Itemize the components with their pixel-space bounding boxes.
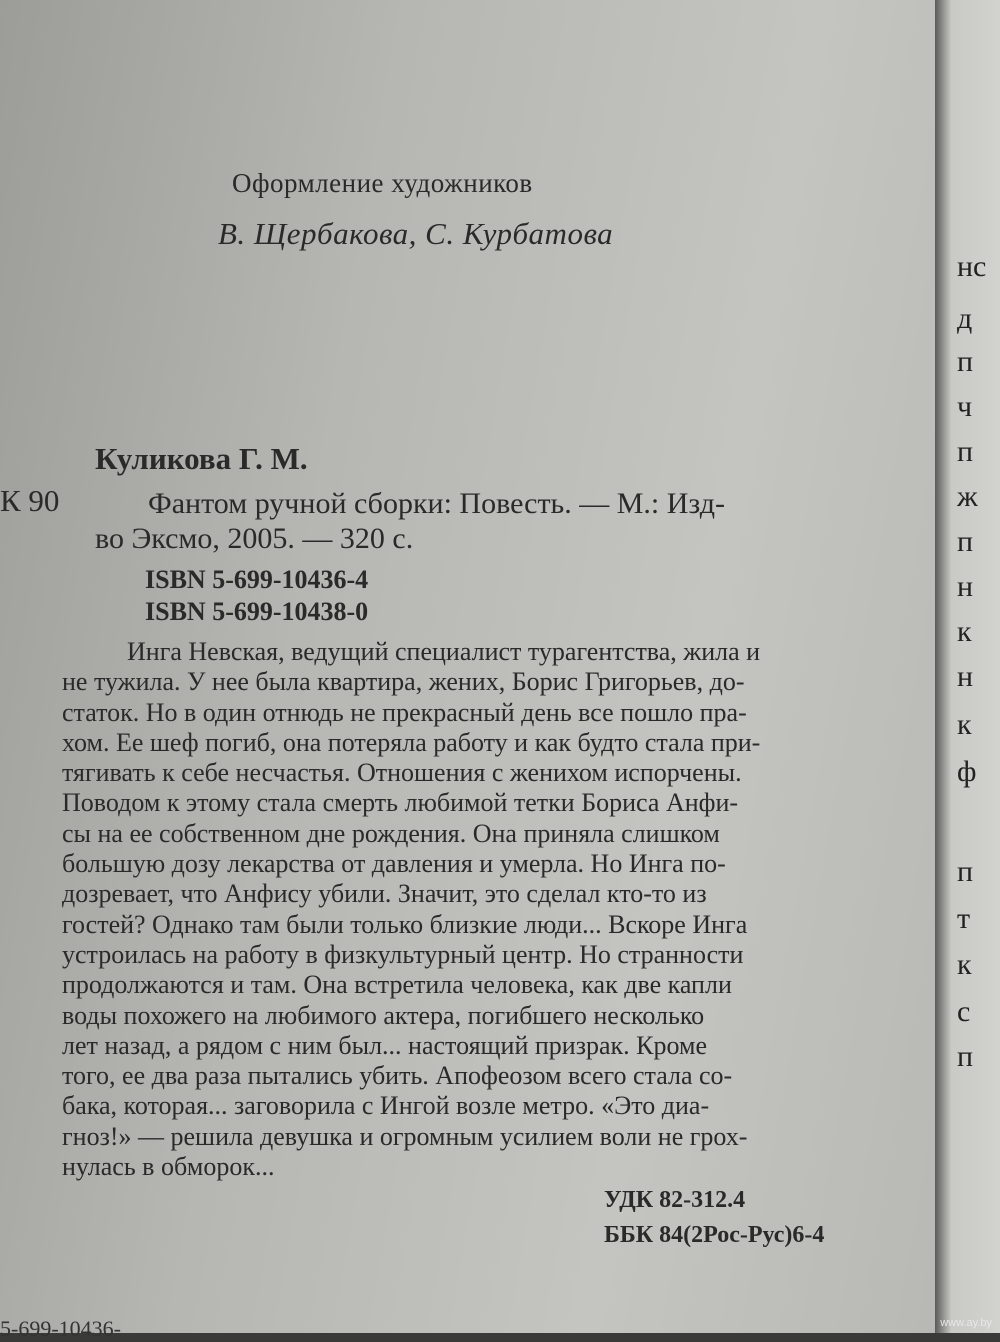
right-page-fragment: к: [957, 948, 972, 981]
annotation-line: воды похожего на любимого актера, погибшего несколько: [62, 1000, 705, 1030]
bbk-code: ББК 84(2Рос-Рус)6-4: [604, 1222, 825, 1248]
udk-code: УДК 82-312.4: [604, 1187, 746, 1213]
right-page-fragment: п: [957, 435, 974, 468]
annotation-line: гостей? Однако там были только близкие люди... Вскоре Инга: [62, 909, 748, 939]
bib-title-line-1: Фантом ручной сборки: Повесть. — М.: Изд-: [148, 487, 725, 520]
annotation-line: большую дозу лекарства от давления и умерла. Но Инга по-: [62, 849, 726, 879]
bib-author-code: К 90: [0, 483, 60, 518]
isbn-1: ISBN 5-699-10436-4: [145, 565, 369, 594]
annotation-line: сы на ее собственном дне рождения. Она приняла слишком: [62, 818, 720, 848]
right-page-fragment: к: [957, 615, 972, 648]
right-page-fragment: н: [957, 570, 974, 603]
annotation-line: лет назад, а рядом с ним был... настоящий призрак. Кроме: [62, 1030, 707, 1060]
annotation-line: не тужила. У нее была квартира, жених, Борис Григорьев, до-: [62, 667, 745, 697]
right-page-fragment: ф: [957, 755, 977, 788]
right-page-fragment: нс: [957, 250, 987, 283]
right-page-fragment: п: [957, 1040, 974, 1073]
bottom-cut-text: 5-699-10436-: [0, 1316, 121, 1341]
annotation-text: [62, 637, 872, 1182]
bib-title-line-2: во Эксмо, 2005. — 320 с.: [95, 522, 414, 555]
design-credit-heading: Оформление художников: [232, 168, 533, 198]
right-page-fragment: ч: [957, 390, 973, 423]
annotation-line: бака, которая... заговорила с Ингой возле метро. «Это диа-: [62, 1091, 710, 1121]
annotation-line: того, ее два раза пытались убить. Апофеозом всего стала со-: [62, 1061, 733, 1091]
annotation-line: Поводом к этому стала смерть любимой тетки Бориса Анфи-: [62, 788, 739, 818]
annotation-line: хом. Ее шеф погиб, она потеряла работу и как будто стала при-: [62, 727, 761, 757]
annotation-line: нулась в обморок...: [62, 1152, 275, 1182]
annotation-line: статок. Но в один отнюдь не прекрасный день все пошло пра-: [62, 697, 747, 727]
right-page-fragment: ж: [957, 480, 978, 513]
right-book-page-edge: [935, 0, 1000, 1333]
watermark: www.ay.by: [940, 1317, 992, 1329]
bib-author: Куликова Г. М.: [95, 441, 308, 476]
right-page-fragment: п: [957, 855, 974, 888]
right-page-fragment: к: [957, 708, 972, 741]
right-page-fragment: п: [957, 345, 974, 378]
right-page-fragment: д: [957, 302, 973, 335]
annotation-line: Инга Невская, ведущий специалист турагентства, жила и: [127, 637, 761, 666]
annotation-line: устроилась на работу в физкультурный центр. Но странности: [62, 939, 744, 969]
design-credit-names: В. Щербакова, С. Курбатова: [218, 216, 614, 251]
annotation-line: гноз!» — решила девушка и огромным усилием воли не грох-: [62, 1121, 748, 1151]
right-page-fragment: с: [957, 995, 971, 1028]
right-page-fragment: н: [957, 660, 974, 693]
right-page-fragment: п: [957, 525, 974, 558]
annotation-line: продолжаются и там. Она встретила человека, как две капли: [62, 970, 732, 1000]
right-page-fragment: т: [957, 902, 971, 935]
annotation-line: тягивать к себе несчастья. Отношения с женихом испорчены.: [62, 758, 742, 788]
annotation-line: дозревает, что Анфису убили. Значит, это сделал кто-то из: [62, 879, 707, 909]
isbn-2: ISBN 5-699-10438-0: [145, 597, 369, 626]
